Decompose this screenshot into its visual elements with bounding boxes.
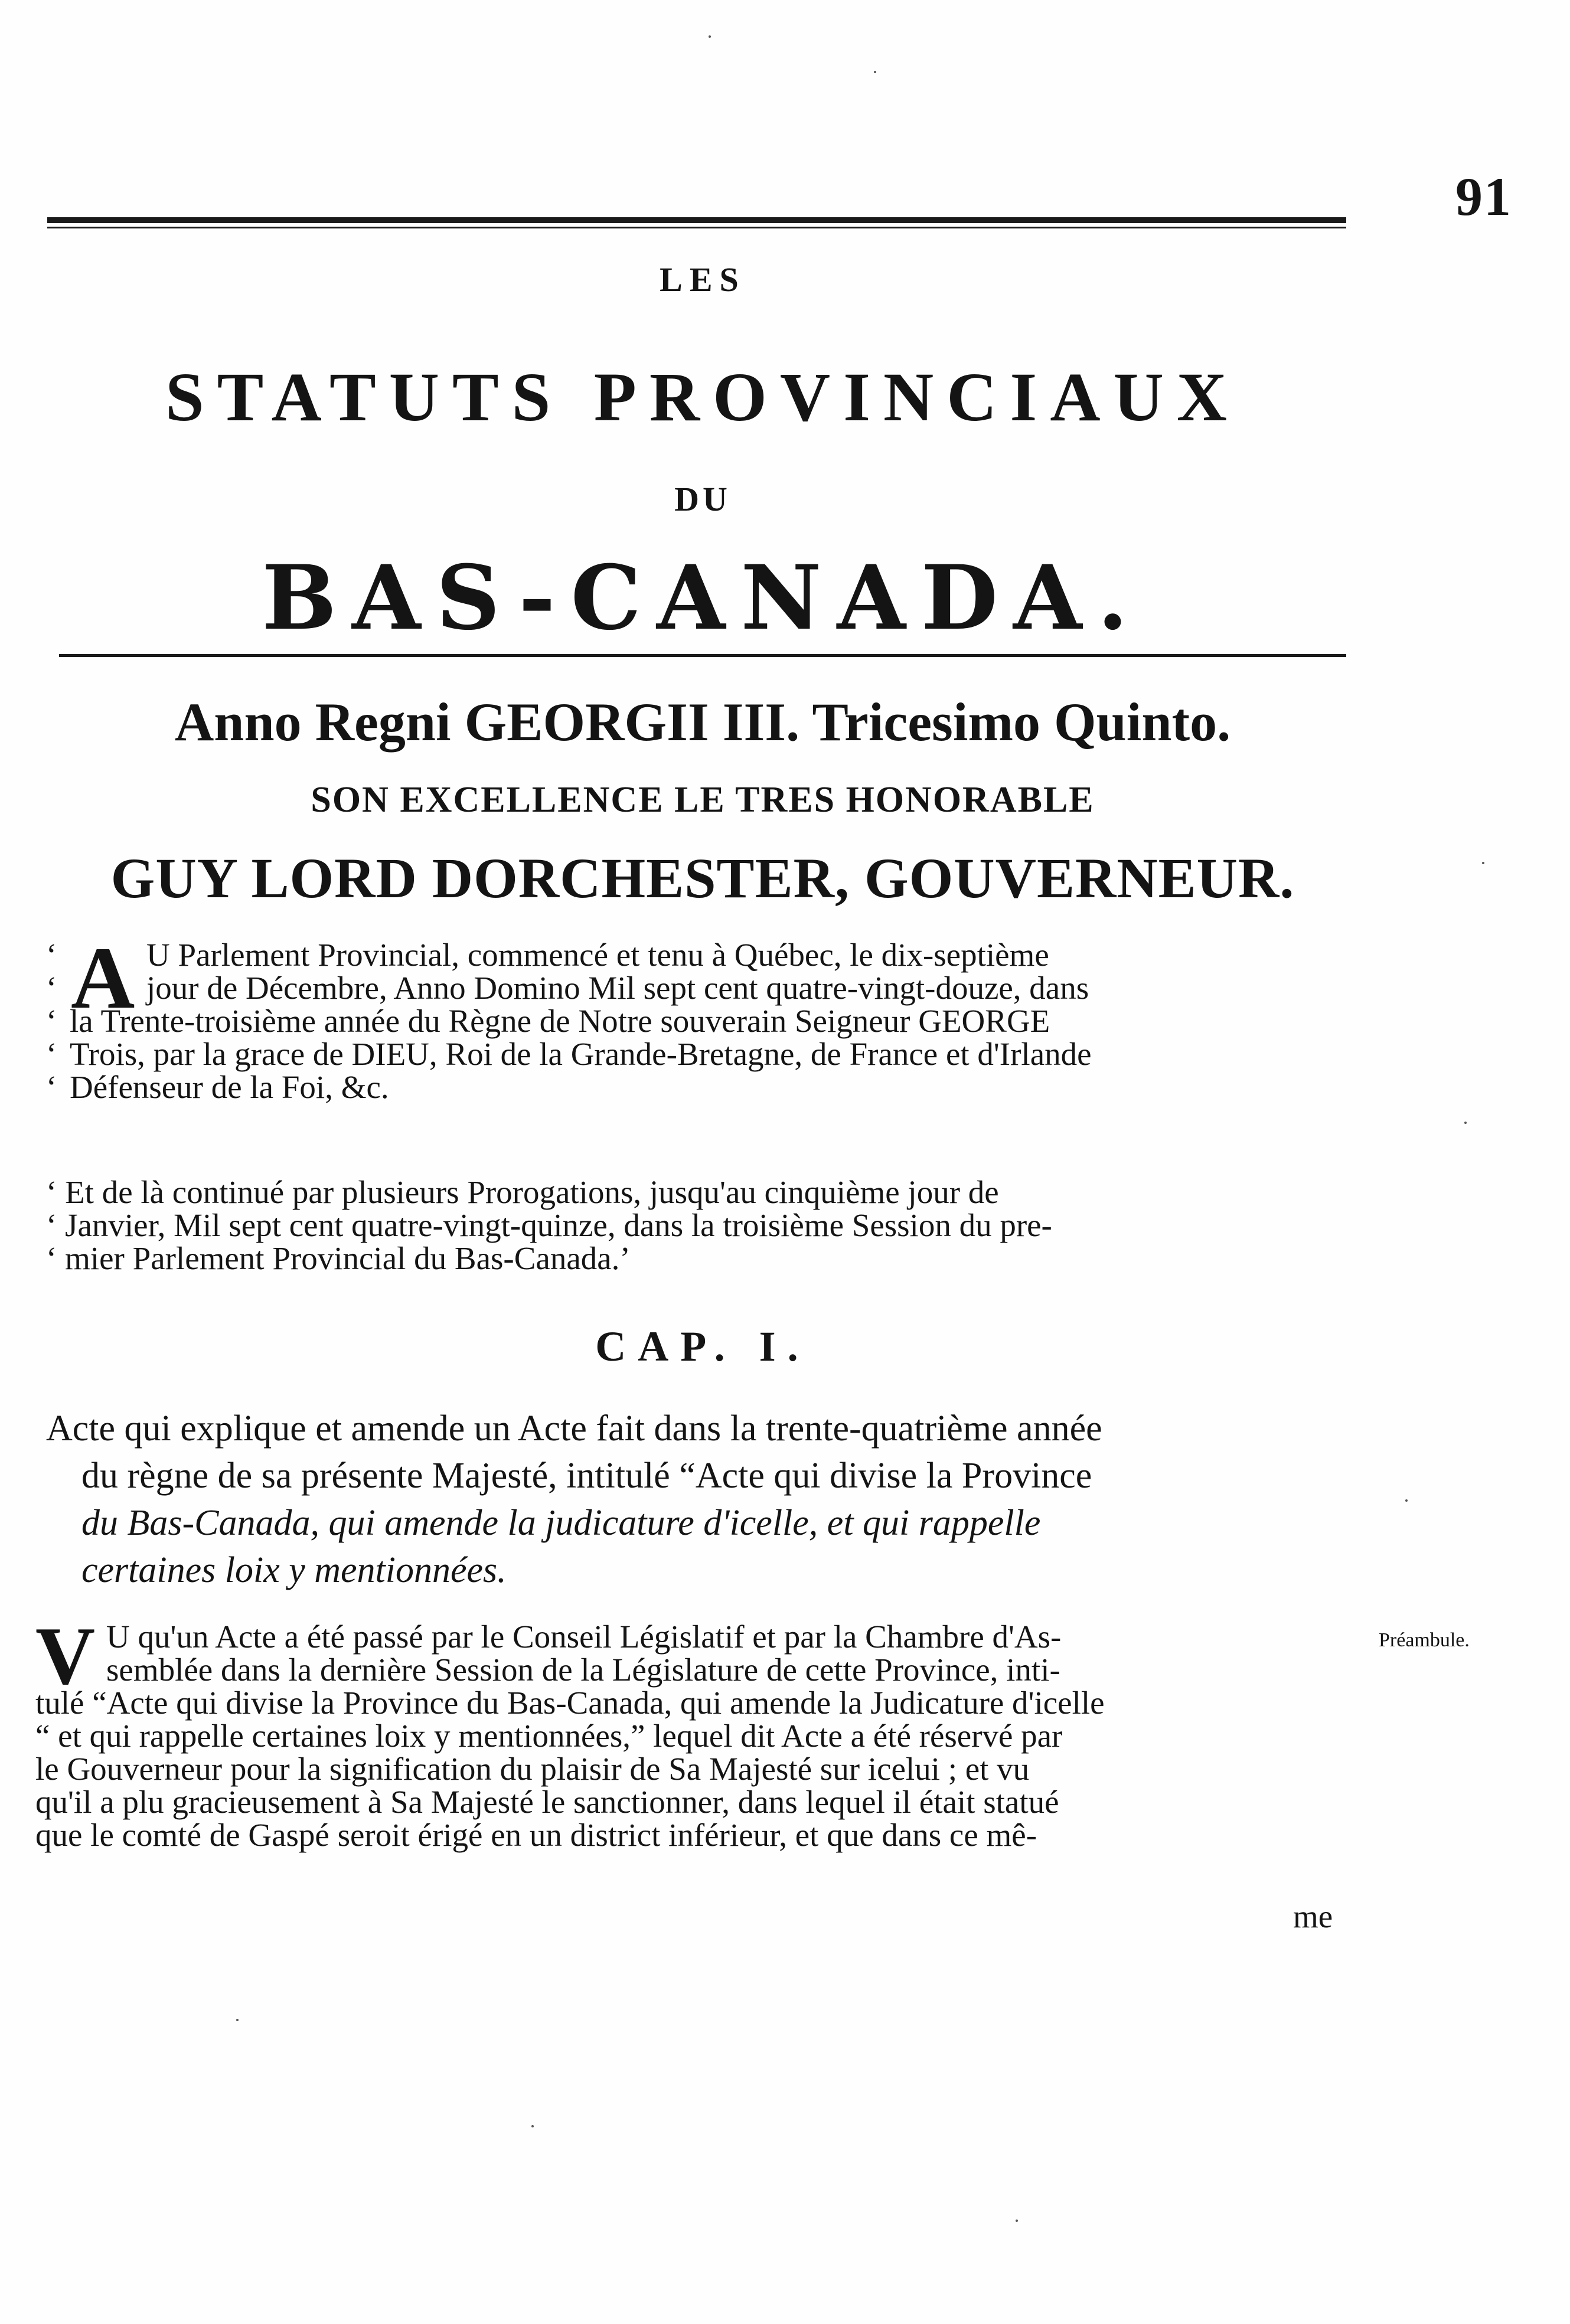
preamble-line: qu'il a plu gracieusement à Sa Majesté le sanctionner, dans lequel il était statué	[35, 1784, 1059, 1820]
chapter-title-line: certaines loix y mentionnées.	[81, 1550, 507, 1590]
preamble-line: “ et qui rappelle certaines loix y mentionnées,” lequel dit Acte a été réservé par	[35, 1718, 1063, 1754]
header-du: DU	[674, 480, 731, 518]
opening-line: ‘ jour de Décembre, Anno Domino Mil sept cent quatre-vingt-douze, dans	[46, 970, 1089, 1006]
chapter-title-line: Acte qui explique et amende un Acte fait dans la trente-quatrième année	[46, 1408, 1102, 1449]
header-title: STATUTS PROVINCIAUX	[165, 358, 1240, 436]
page-number: 91	[1455, 166, 1512, 227]
paper-speckle	[236, 2019, 239, 2021]
paper-speckle	[1016, 2220, 1018, 2222]
continuation-line: ‘ Janvier, Mil sept cent quatre-vingt-quinze, dans la troisième Session du pre-	[46, 1207, 1052, 1243]
opening-line: ‘ U Parlement Provincial, commencé et tenu à Québec, le dix-septième	[46, 937, 1049, 973]
chapter-title-line: du règne de sa présente Majesté, intitulé “Acte qui divise la Province	[81, 1456, 1092, 1496]
header-province: BAS-CANADA.	[262, 546, 1144, 650]
excellence-line: SON EXCELLENCE LE TRES HONORABLE	[311, 780, 1095, 820]
preamble-line: tulé “Acte qui divise la Province du Bas-Canada, qui amende la Judicature d'icelle	[35, 1685, 1105, 1721]
governor-line: GUY LORD DORCHESTER, GOUVERNEUR.	[110, 846, 1295, 910]
paper-speckle	[874, 71, 876, 73]
opening-line: ‘ Trois, par la grace de DIEU, Roi de la Grande-Bretagne, de France et d'Irlande	[46, 1036, 1092, 1072]
chapter-title-line: du Bas-Canada, qui amende la judicature d'icelle, et qui rappelle	[81, 1503, 1041, 1543]
continuation-line: ‘ mier Parlement Provincial du Bas-Canada.’	[46, 1240, 631, 1276]
catchword: me	[1293, 1898, 1333, 1934]
chapter-heading: CAP. I.	[595, 1323, 810, 1370]
paper-speckle	[1482, 862, 1484, 864]
preamble-line: que le comté de Gaspé seroit érigé en un district inférieur, et que dans ce mê-	[35, 1817, 1037, 1853]
header-les: LES	[660, 260, 746, 299]
preamble-paragraph	[35, 1610, 1352, 1853]
continuation-line: ‘ Et de là continué par plusieurs Prorogations, jusqu'au cinquième jour de	[46, 1174, 999, 1210]
opening-line: ‘ la Trente-troisième année du Règne de Notre souverain Seigneur GEORGE	[46, 1003, 1050, 1039]
paper-speckle	[1405, 1499, 1408, 1502]
preamble-line: le Gouverneur pour la signification du plaisir de Sa Majesté sur icelui ; et vu	[35, 1751, 1030, 1787]
chapter-title	[46, 1405, 1321, 1594]
opening-paragraph	[46, 929, 1357, 1105]
preamble-line: U qu'un Acte a été passé par le Conseil Législatif et par la Chambre d'As-	[106, 1619, 1062, 1655]
preamble-dropcap: V	[35, 1610, 96, 1702]
header-rule	[59, 654, 1346, 657]
preamble-line: semblée dans la dernière Session de la Législature de cette Province, inti-	[106, 1652, 1060, 1688]
opening-line: ‘ Défenseur de la Foi, &c.	[46, 1069, 389, 1105]
top-double-rule	[47, 217, 1346, 228]
regnal-year: Anno Regni GEORGII III. Tricesimo Quinto.	[174, 692, 1231, 752]
paper-speckle	[1464, 1122, 1467, 1124]
margin-note: Préambule.	[1379, 1629, 1470, 1651]
continuation-paragraph	[46, 1176, 1321, 1275]
paper-speckle	[709, 35, 711, 38]
opening-dropcap: A	[71, 929, 135, 1027]
paper-speckle	[531, 2125, 534, 2127]
